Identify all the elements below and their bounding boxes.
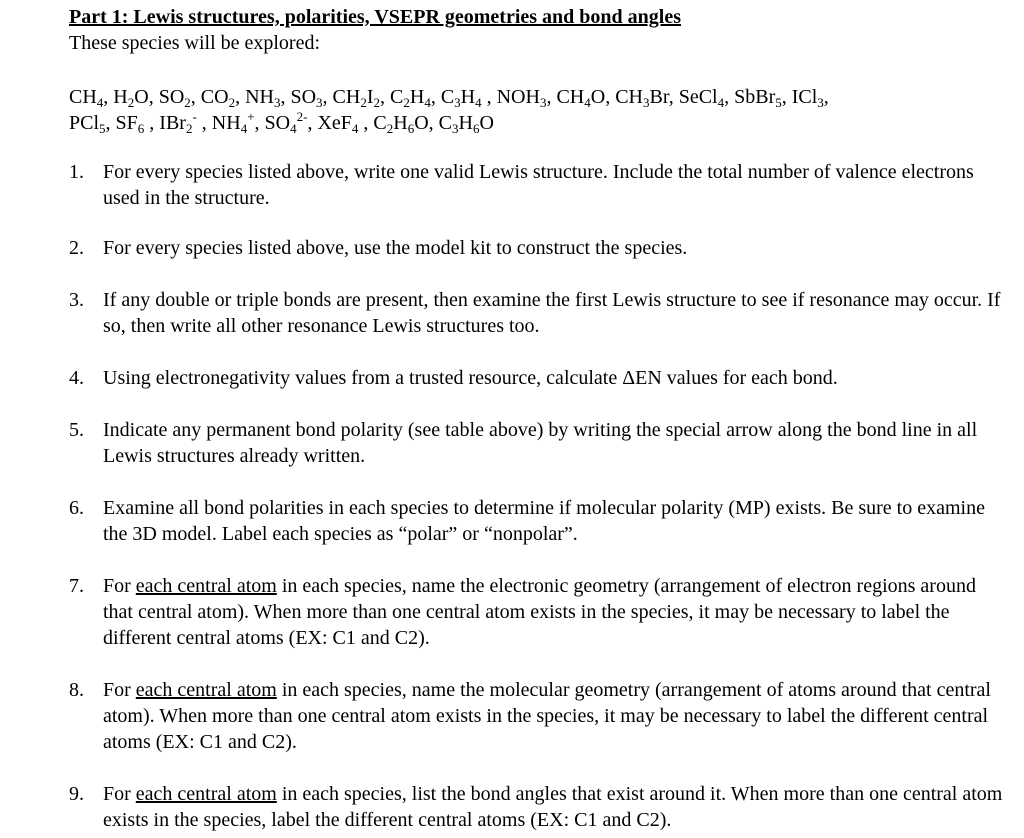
emphasis-underline: each central atom xyxy=(135,679,277,701)
question-number: 1. xyxy=(69,161,84,183)
intro-text: These species will be explored: xyxy=(69,32,321,54)
species-formula: $NH_4^+$, xyxy=(211,109,265,136)
document-page xyxy=(69,4,1009,833)
question-item xyxy=(69,287,1009,339)
question-text: For each central atom in each species, list the bond angles that exist around it. When more than one central atom exists in the species, label the different central atoms (EX: C1 and C2). xyxy=(103,783,1003,831)
species-line xyxy=(69,84,1009,110)
question-text: If any double or triple bonds are present, then examine the first Lewis structure to see if resonance may occur. If so, then write all other resonance Lewis structures too. xyxy=(103,289,1001,337)
question-text: For each central atom in each species, name the electronic geometry (arrangement of electron regions around that central atom). When more than one central atom exists in the species, it may be necessary to label the different central atoms (EX: C1 and C2). xyxy=(103,575,976,649)
question-number: 3. xyxy=(69,289,84,311)
question-item xyxy=(69,159,1009,211)
species-formula: PCl$_5$, xyxy=(69,112,116,136)
part-title: Part 1: Lewis structures, polarities, VSEPR geometries and bond angles xyxy=(69,6,682,28)
species-formula: $C_2H_6O$, xyxy=(373,112,439,136)
species-formula: $C_3H_4$ , xyxy=(440,86,497,110)
species-formula: $SF_6$ , xyxy=(115,112,160,136)
species-formula: $C_2H_4$, xyxy=(390,86,441,110)
question-text: Indicate any permanent bond polarity (see table above) by writing the special arrow along the bond line in all Lewis structures already written. xyxy=(103,419,978,467)
question-number: 6. xyxy=(69,497,84,519)
question-text: Using electronegativity values from a trusted resource, calculate ΔEN values for each bond. xyxy=(103,367,838,389)
species-formula: $NH_3$, xyxy=(245,86,291,110)
species-line xyxy=(69,110,1009,136)
species-formula: $CH_3Br$, xyxy=(615,86,679,110)
species-formula: $CH_4O$, xyxy=(556,86,616,110)
question-text: Examine all bond polarities in each species to determine if molecular polarity (MP) exists. Be sure to examine the 3D model. Label each species as “polar” or “nonpolar”. xyxy=(103,497,985,545)
question-text: For every species listed above, write one valid Lewis structure. Include the total number of valence electrons used in the structure. xyxy=(103,161,974,209)
question-item xyxy=(69,781,1009,833)
species-formula: $NOH_3$, xyxy=(496,86,557,110)
species-formula: XeF$_4$ , xyxy=(317,112,374,136)
species-formula: $H_2O$, xyxy=(113,86,159,110)
question-number: 9. xyxy=(69,783,84,805)
question-item xyxy=(69,677,1009,755)
emphasis-underline: each central atom xyxy=(135,783,277,805)
question-item xyxy=(69,235,1009,261)
question-number: 7. xyxy=(69,575,84,597)
species-list xyxy=(69,84,1009,136)
question-number: 5. xyxy=(69,419,84,441)
species-formula: $SO_3$, xyxy=(290,86,333,110)
question-list xyxy=(69,159,1009,833)
species-formula: $C_3H_6O$ xyxy=(438,112,494,136)
species-formula: ICl$_3$, xyxy=(791,86,829,110)
question-number: 4. xyxy=(69,367,84,389)
question-number: 2. xyxy=(69,237,84,259)
species-formula: SbBr$_5$, xyxy=(734,86,792,110)
species-formula: $CO_2$, xyxy=(200,86,246,110)
question-item xyxy=(69,365,1009,391)
question-text: For every species listed above, use the model kit to construct the species. xyxy=(103,237,688,259)
question-item xyxy=(69,495,1009,547)
species-formula: IBr$_2$- , xyxy=(159,109,212,136)
question-number: 8. xyxy=(69,679,84,701)
species-formula: SeCl$_4$, xyxy=(678,86,735,110)
question-item xyxy=(69,573,1009,651)
question-item xyxy=(69,417,1009,469)
species-formula: $CH_4$, xyxy=(69,86,114,110)
question-text: For each central atom in each species, name the molecular geometry (arrangement of atoms around that central atom). When more than one central atom exists in the species, it may be necessary to label the different central atoms (EX: C1 and C2). xyxy=(103,679,991,753)
emphasis-underline: each central atom xyxy=(135,575,277,597)
species-formula: $CH_2I_2$, xyxy=(332,86,391,110)
species-formula: $SO_4^{2-}$, xyxy=(264,109,318,136)
species-formula: $SO_2$, xyxy=(158,86,201,110)
